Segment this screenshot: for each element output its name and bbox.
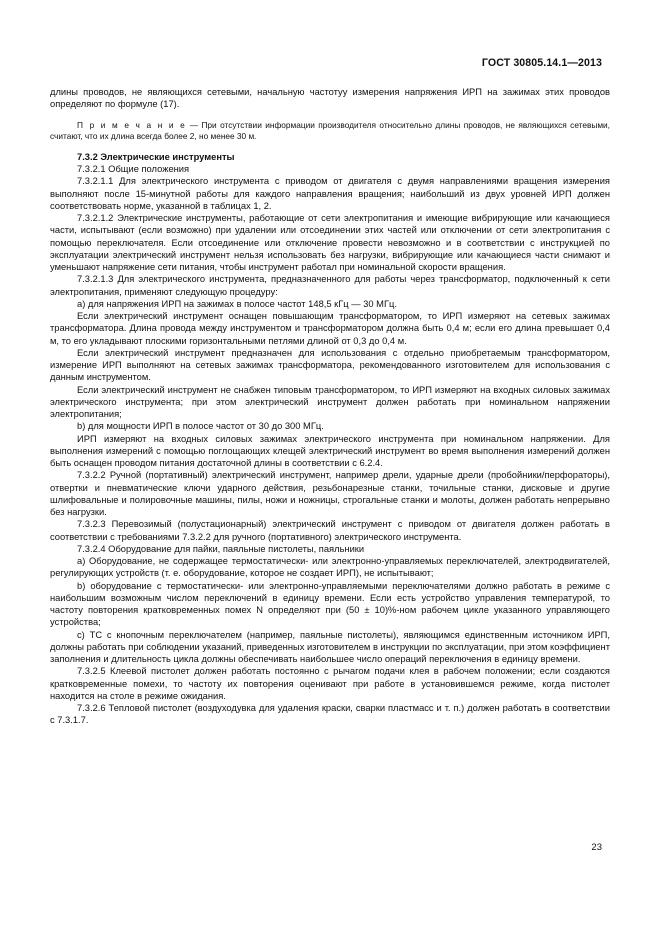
- paragraph: 7.3.2.5 Клеевой пистолет должен работать постоянно с рычагом подачи клея в рабочем положении; если создаются кратковременные помехи, то частоту их повторения оценивают при работе в установившемся режиме, когда пистолет находится на столе в режиме ожидания.: [50, 666, 610, 701]
- paragraph: 7.3.2.4 Оборудование для пайки, паяльные пистолеты, паяльники: [77, 543, 365, 554]
- paragraph: 7.3.2.2 Ручной (портативный) электрический инструмент, например дрели, ударные дрели (пробойники/перфораторы), отвертки и пневматические ключи ударного действия, резьбонарезные станки, точильные станки, дисковые и другие шлифовальные и полировочные машины, пилы, ножи и ножницы, строгальные станки и молоты, должен работать непрерывно без нагрузки.: [50, 470, 610, 518]
- paragraph: 7.3.2.1.3 Для электрического инструмента, предназначенного для работы через трансформатор, подключенный к сети электропитания, применяют следующую процедуру:: [50, 274, 610, 297]
- note: [50, 120, 610, 142]
- section-heading: 7.3.2 Электрические инструменты: [77, 151, 235, 162]
- paragraph: Если электрический инструмент не снабжен типовым трансформатором, то ИРП измеряют на входных силовых зажимах электрического инструмента; при этом электрический инструмент должен работать при номинальном напряжении электропитания;: [50, 384, 610, 420]
- note-label: П р и м е ч а н и е: [77, 119, 187, 130]
- paragraph: Если электрический инструмент оснащен повышающим трансформатором, то ИРП измеряют на сетевых зажимах трансформатора. Длина провода между инструментом и трансформатором должна быть 0,4 м; если его длина превышает 0,4 м, то его укладывают плоскими горизонтальными петлями длиной от 0,3 до 0,4 м.: [50, 311, 610, 346]
- paragraph: Если электрический инструмент предназначен для использования с отдельно приобретаемым трансформатором, измерение ИРП выполняют на сетевых зажимах трансформатора, рекомендованного изготовителем для использования с данным инструментом.: [50, 347, 610, 383]
- paragraph: b) оборудование с термостатически- или электронно-управляемыми переключателями должно работать в режиме с наибольшим возможным числом переключений в единицу времени. Если есть устройство управления температурой, то частоту повторения кратковременных помех N определяют при (50 ± 10)%-ном рабочем цикле указанного управляющего устройства;: [50, 580, 610, 628]
- paragraph: а) для напряжения ИРП на зажимах в полосе частот 148,5 кГц — 30 МГц.: [77, 298, 397, 309]
- paragraph: 7.3.2.6 Тепловой пистолет (воздуходувка для удаления краски, сварки пластмасс и т. п.) должен работать в соответствии с 7.3.1.7.: [50, 703, 610, 726]
- paragraph: c) ТС с кнопочным переключателем (например, паяльные пистолеты), являющимся единственным источником ИРП, должны работать при соблюдении указаний, приведенных изготовителем в инструкции по эксплуатации, при этом коэффициент заполнения и длительность цикла должны обеспечивать наибольшее число операций переключения в единицу времени.: [50, 629, 610, 665]
- page-number: 23: [591, 842, 602, 853]
- paragraph: 7.3.2.1.1 Для электрического инструмента с приводом от двигателя с двумя направлениями вращения измерения выполняют после 15-минутной работы для каждого направления вращения; наибольший из двух уровней ИРП должен соответствовать норме, указанной в таблицах 1, 2.: [50, 176, 610, 211]
- note-text: — При отсутствии информации производителя относительно длины проводов, не являющихся сетевыми, считают, что их длина всегда более 2, но менее 30 м.: [50, 119, 610, 141]
- paragraph: 7.3.2.3 Перевозимый (полустационарный) электрический инструмент с приводом от двигателя должен работать в соответствии с требованиями 7.3.2.2 для ручного (портативного) электрического инструмента.: [50, 519, 610, 542]
- page-body: [50, 86, 610, 727]
- paragraph: ИРП измеряют на входных силовых зажимах электрического инструмента при номинальном напряжении. Для выполнения измерений с помощью поглощающих клещей электрический инструмент во время выполнения измерений должен быть оснащен проводом питания достаточной длины в соответствии с 6.2.4.: [50, 433, 610, 469]
- paragraph: 7.3.2.1 Общие положения: [77, 164, 190, 175]
- standard-header: ГОСТ 30805.14.1—2013: [481, 57, 602, 69]
- paragraph: b) для мощности ИРП в полосе частот от 30 до 300 МГц.: [77, 421, 324, 432]
- paragraph: 7.3.2.1.2 Электрические инструменты, работающие от сети электропитания и имеющие вибрирующие или качающиеся части, испытывают (если возможно) при удалении или отсоединении этих частей или отключении от сети электропитания с помощью переключателя. Если отсоединение или отключение провести невозможно и в соответствии с инструкцией по эксплуатации электрический инструмент нельзя использовать без нагрузки, вибрирующие или качающиеся части снимают и уменьшают напряжение сети питания, чтобы инструмент работал при номинальной скорости вращения.: [50, 213, 610, 273]
- paragraph: a) Оборудование, не содержащее термостатически- или электронно-управляемых переключателей, электродвигателей, регулирующих устройств (т. е. оборудование, которое не создает ИРП), не испытывают;: [50, 556, 610, 579]
- continued-paragraph: длины проводов, не являющихся сетевыми, начальную частотуу измерения напряжения ИРП на зажимах этих проводов определяют по формуле (17).: [50, 87, 610, 110]
